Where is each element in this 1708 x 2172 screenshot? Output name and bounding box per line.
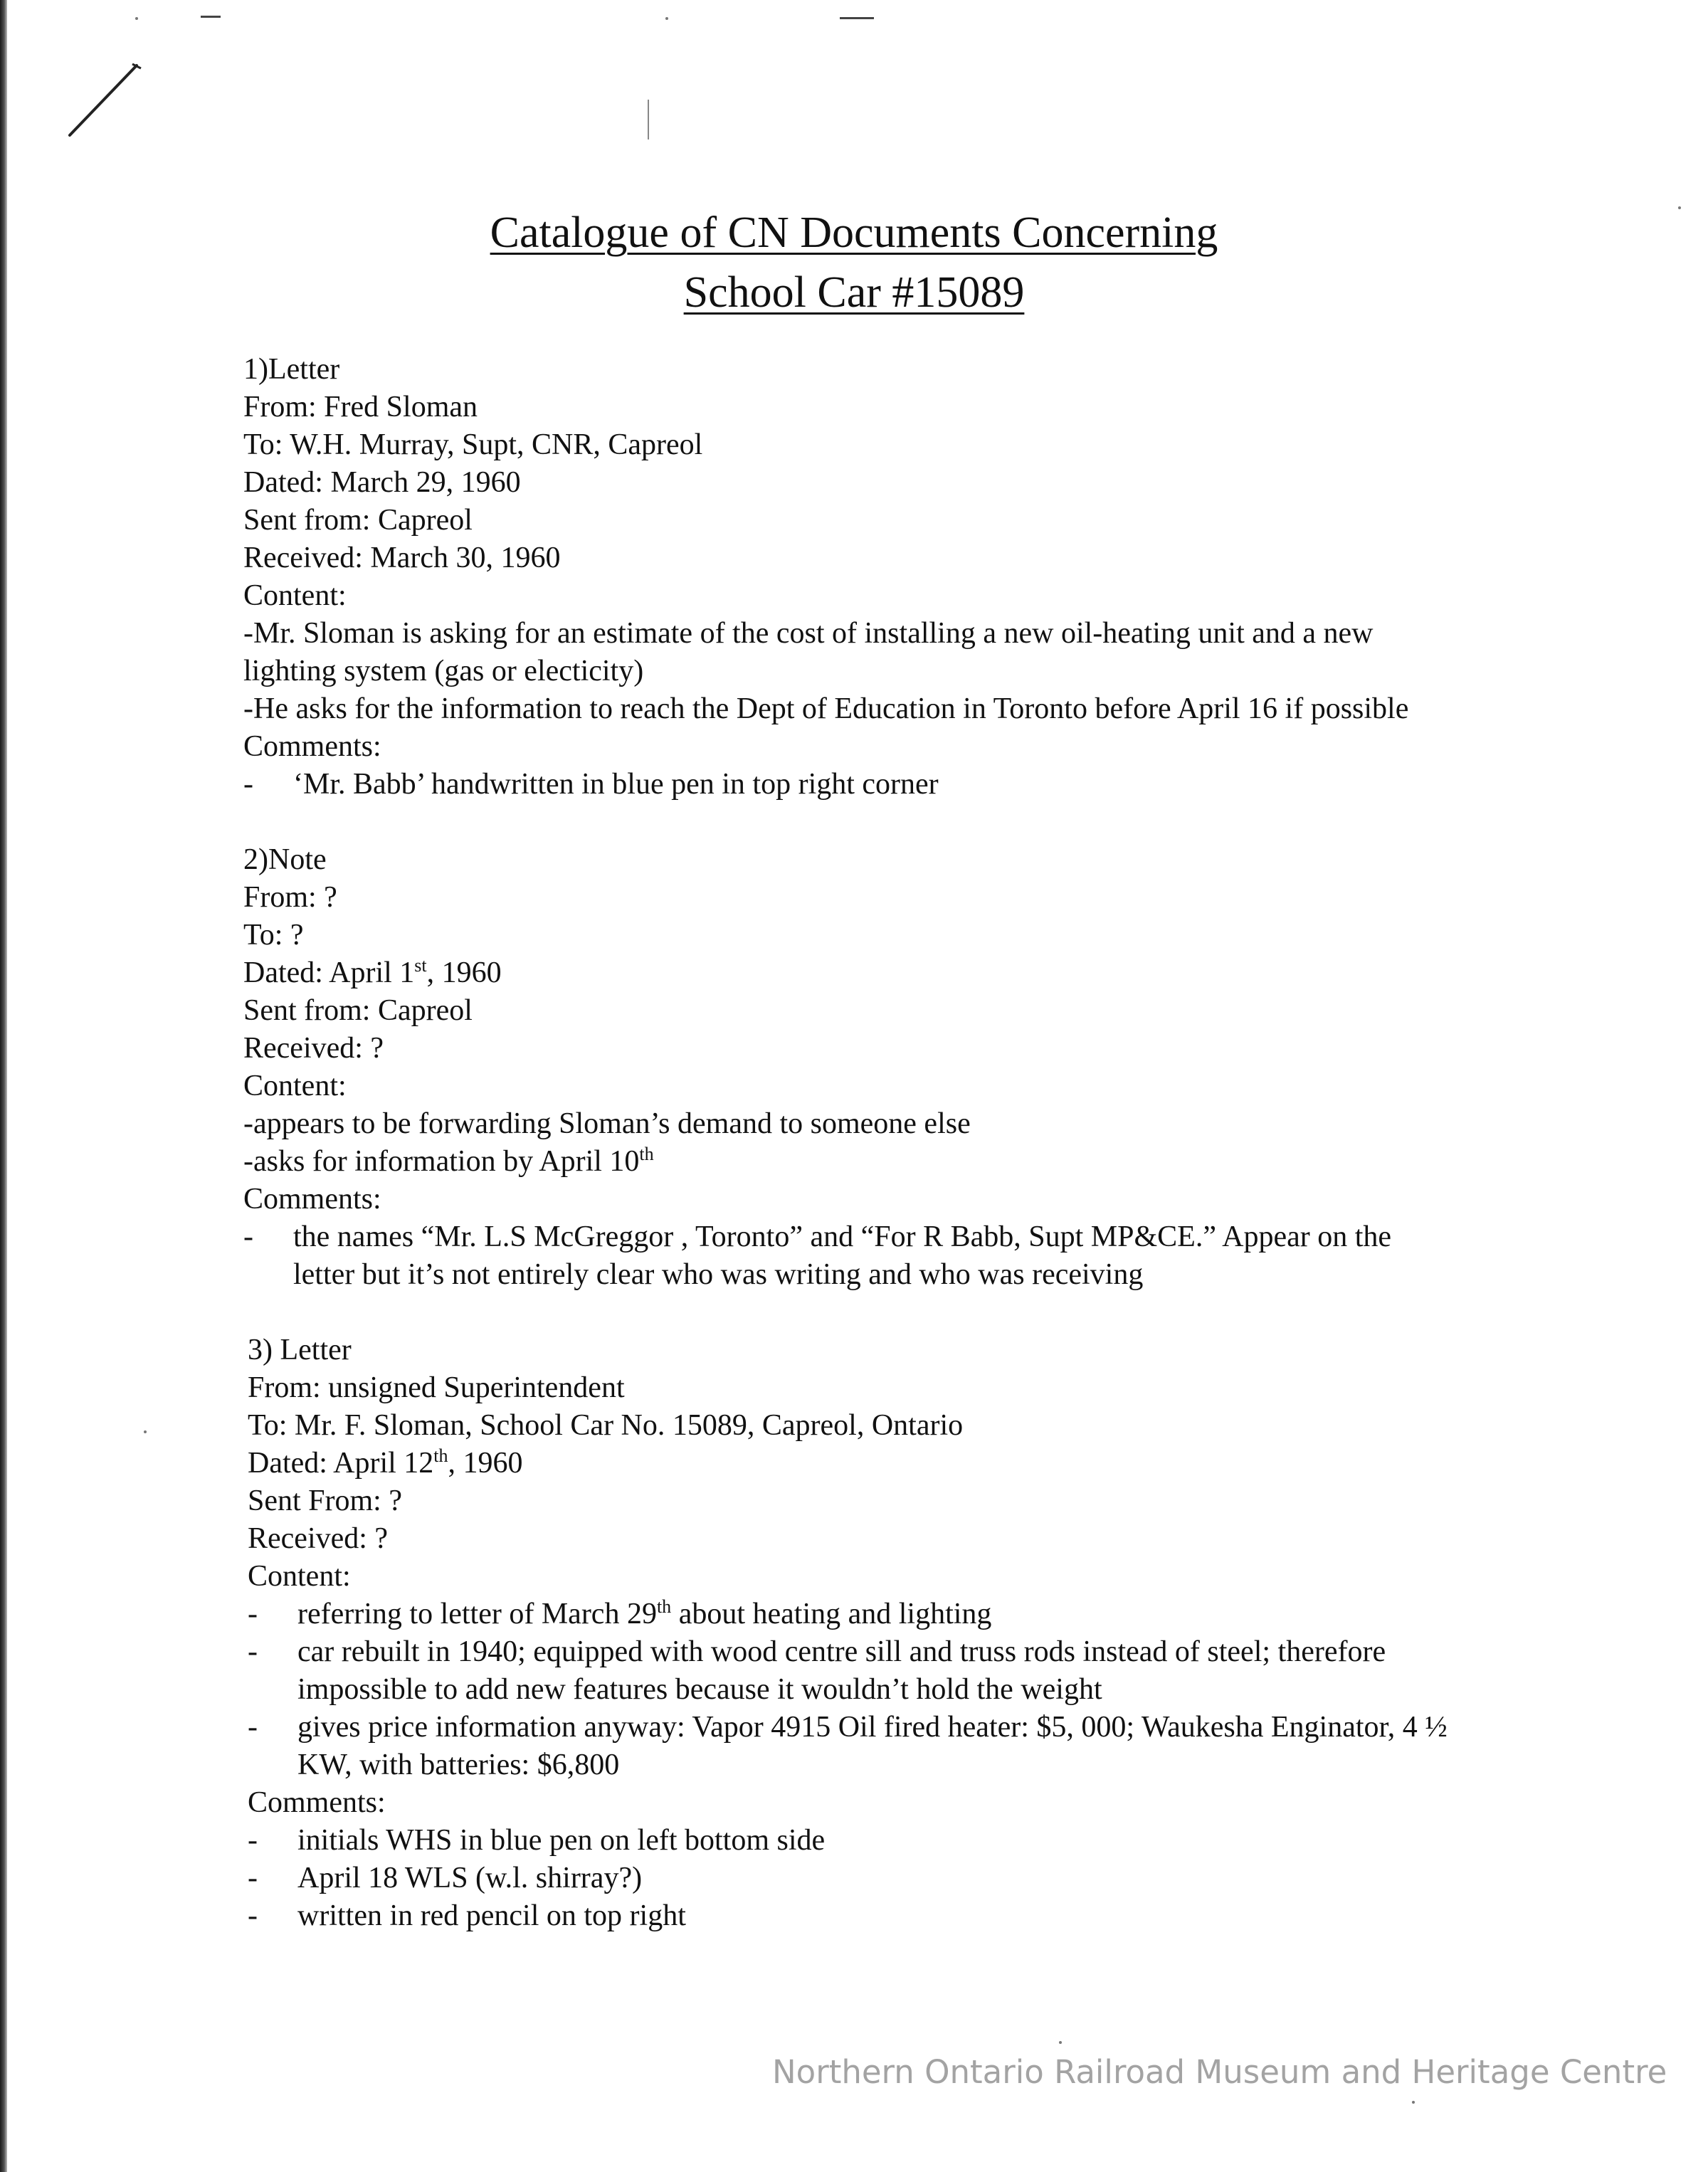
entry-received: Received: ?: [248, 1522, 389, 1555]
entry-to: To: ?: [243, 919, 304, 951]
bullet-dash: -: [243, 1221, 253, 1253]
entry-content-item: -Mr. Sloman is asking for an estimate of the cost of installing a new oil-heating unit and a new lighting system (gas or electicity): [243, 617, 1374, 687]
entry-dated: Dated: April 1st, 1960: [243, 955, 502, 989]
museum-watermark: Northern Ontario Railroad Museum and Heritage Centre: [772, 2053, 1667, 2091]
entry-from: From: ?: [243, 881, 337, 914]
entry-content-item: - car rebuilt in 1940; equipped with wood centre sill and truss rods instead of steel; therefore impossible to add new features because it wouldn’t hold the weight: [248, 1633, 1453, 1709]
entry-sent-from: Sent from: Capreol: [243, 994, 473, 1027]
bullet-dash: -: [248, 1635, 258, 1668]
catalogue-entry-2: [243, 841, 1453, 1294]
bullet-dash: -: [248, 1899, 258, 1932]
entry-comment-item: [243, 1218, 1453, 1294]
entry-to: To: Mr. F. Sloman, School Car No. 15089, Capreol, Ontario: [248, 1409, 964, 1442]
entry-content-item: -He asks for the information to reach the Dept of Education in Toronto before April 16 if possible: [243, 692, 1409, 725]
pen-stroke-mark: [63, 61, 148, 147]
scan-artifact: [840, 17, 874, 19]
catalogue-entry-1: [243, 351, 1453, 803]
scan-artifact: [201, 16, 221, 18]
entry-comment-item: - written in red pencil on top right: [248, 1897, 1453, 1935]
entry-content-item: -asks for information by April 10th: [243, 1144, 654, 1178]
scan-artifact: [144, 1430, 147, 1433]
ordinal-suffix: th: [656, 1596, 672, 1617]
entry-content-item: - referring to letter of March 29th about heating and lighting: [248, 1596, 1453, 1633]
entry-content-item: -appears to be forwarding Sloman’s demand to someone else: [243, 1107, 971, 1140]
scan-artifact: [665, 17, 668, 20]
entry-received: Received: ?: [243, 1032, 384, 1065]
entry-from: From: unsigned Superintendent: [248, 1371, 625, 1404]
entry-heading: 1)Letter: [243, 353, 340, 386]
entry-content-label: Content:: [243, 579, 347, 612]
entry-comments-label: Comments:: [243, 730, 381, 763]
bullet-dash: -: [248, 1598, 258, 1630]
bullet-dash: -: [248, 1711, 258, 1744]
entry-heading: 3) Letter: [248, 1334, 352, 1366]
entry-sent-from: Sent from: Capreol: [243, 504, 473, 537]
scan-artifact: [1412, 2101, 1415, 2104]
ordinal-suffix: th: [639, 1144, 654, 1164]
bullet-dash: -: [243, 768, 253, 801]
catalogue-entry-3: [243, 1332, 1453, 1935]
entry-content-label: Content:: [243, 1070, 347, 1102]
entry-from: From: Fred Sloman: [243, 391, 478, 423]
document-title-line-2: School Car #15089: [683, 268, 1025, 317]
scan-artifact: [648, 100, 649, 139]
entry-dated: Dated: March 29, 1960: [243, 466, 521, 499]
scan-artifact: [135, 17, 138, 20]
entry-dated: Dated: April 12th, 1960: [248, 1445, 523, 1480]
entry-comment-item: - initials WHS in blue pen on left bottom side: [248, 1822, 1453, 1860]
ordinal-suffix: th: [433, 1445, 448, 1466]
entry-content-label: Content:: [248, 1560, 351, 1593]
entry-content-item: - gives price information anyway: Vapor 4915 Oil fired heater: $5, 000; Waukesha Enginator, 4 ½ KW, with batteries: $6,800: [248, 1709, 1453, 1784]
document-title-line-1: Catalogue of CN Documents Concerning: [490, 209, 1218, 257]
bullet-dash: -: [248, 1824, 258, 1857]
entry-sent-from: Sent From: ?: [248, 1485, 402, 1517]
entry-comment-item: - April 18 WLS (w.l. shirray?): [248, 1860, 1453, 1897]
bullet-dash: -: [248, 1862, 258, 1894]
entry-comment-item: [243, 766, 1453, 803]
entry-to: To: W.H. Murray, Supt, CNR, Capreol: [243, 428, 703, 461]
scan-artifact: [1059, 2041, 1062, 2044]
comment-text: ‘Mr. Babb’ handwritten in blue pen in top right corner: [293, 768, 939, 801]
entry-comments-label: Comments:: [248, 1786, 386, 1819]
ordinal-suffix: st: [414, 955, 427, 976]
entry-heading: 2)Note: [243, 843, 327, 876]
catalogue-body: [243, 351, 1453, 1973]
comment-text: the names “Mr. L.S McGreggor , Toronto” and “For R Babb, Supt MP&CE.” Appear on the letter but it’s not entirely clear who was writing and who was receiving: [293, 1221, 1392, 1291]
entry-received: Received: March 30, 1960: [243, 542, 561, 574]
entry-comments-label: Comments:: [243, 1183, 381, 1216]
scan-left-edge: [0, 0, 7, 2172]
